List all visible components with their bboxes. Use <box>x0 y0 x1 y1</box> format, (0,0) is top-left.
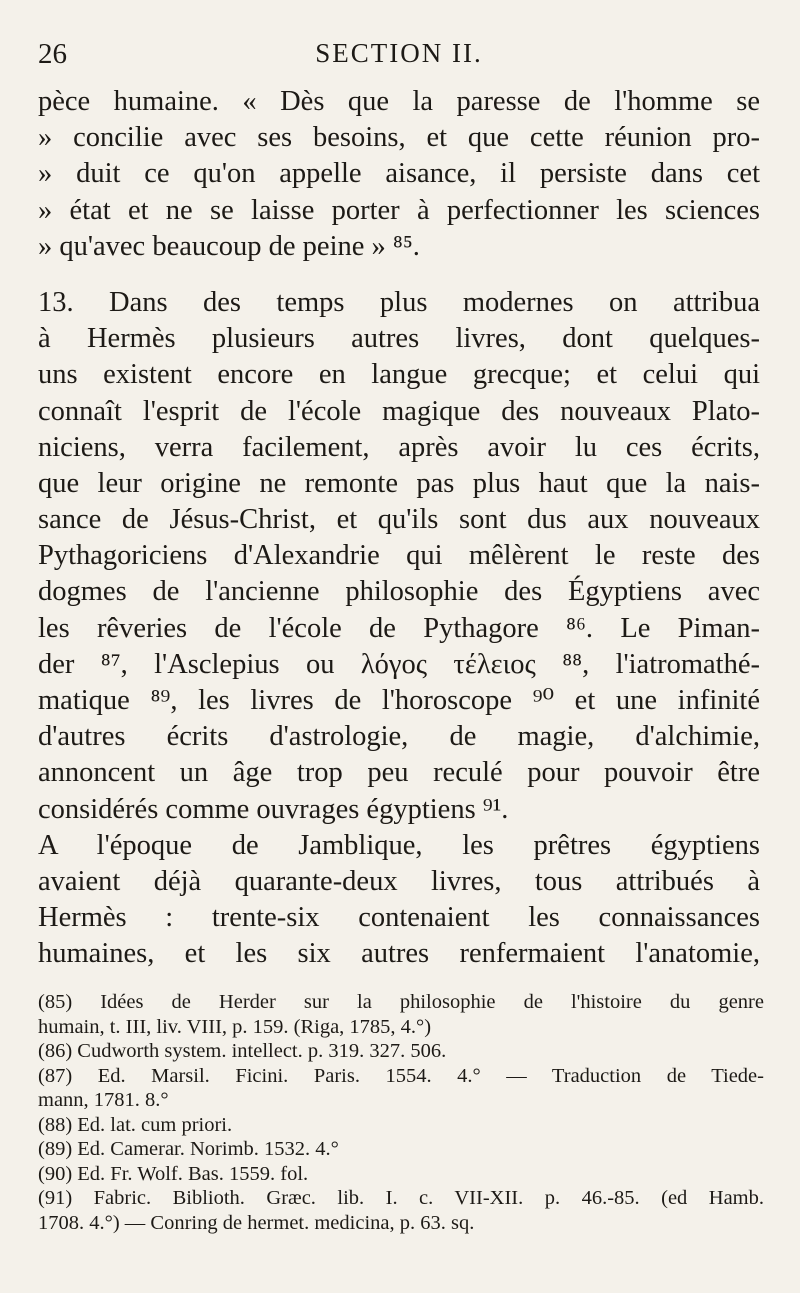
text-line: connaît l'esprit de l'école magique des nouveaux Plato- <box>38 395 760 427</box>
text-line: » qu'avec beaucoup de peine » ⁸⁵. <box>38 230 420 262</box>
text-line: A l'époque de Jamblique, les prêtres égyptiens <box>38 829 760 861</box>
text-line: Hermès : trente-six contenaient les connaissances <box>38 902 760 934</box>
text-line: 13. Dans des temps plus modernes on attribua <box>38 286 760 318</box>
text-line: sance de Jésus-Christ, et qu'ils sont dus aux nouveaux <box>38 504 760 536</box>
text-line: à Hermès plusieurs autres livres, dont quelques- <box>38 323 760 355</box>
text-line: Pythagoriciens d'Alexandrie qui mêlèrent le reste des <box>38 540 760 572</box>
text-line: que leur origine ne remonte pas plus haut que la nais- <box>38 467 760 499</box>
text-line: avaient déjà quarante-deux livres, tous attribués à <box>38 865 760 897</box>
text-line: annoncent un âge trop peu reculé pour pouvoir être <box>38 757 760 789</box>
footnote-line: (85) Idées de Herder sur la philosophie de l'histoire du genre <box>38 991 764 1013</box>
text-line: matique ⁸⁹, les livres de l'horoscope ⁹⁰ et une infinité <box>38 685 760 716</box>
footnote-line: (90) Ed. Fr. Wolf. Bas. 1559. fol. <box>38 1162 309 1185</box>
footnote-line: (87) Ed. Marsil. Ficini. Paris. 1554. 4.° — Traduction de Tiede- <box>38 1064 764 1087</box>
text-line: » concilie avec ses besoins, et que cette réunion pro- <box>38 122 760 154</box>
text-line: uns existent encore en langue grecque; et celui qui <box>38 359 760 391</box>
text-line: » duit ce qu'on appelle aisance, il persiste dans cet <box>38 158 760 190</box>
footnote-line: (89) Ed. Camerar. Norimb. 1532. 4.° <box>38 1138 339 1160</box>
footnote-line: (91) Fabric. Biblioth. Græc. lib. I. c. VII-XII. p. 46.-85. (ed Hamb. <box>38 1187 764 1209</box>
text-line: niciens, verra facilement, après avoir lu ces écrits, <box>38 431 760 463</box>
footnotes <box>38 990 764 1235</box>
section-title: SECTION II. <box>315 38 483 68</box>
footnote-line: (86) Cudworth system. intellect. p. 319. 327. 506. <box>38 1040 447 1062</box>
text-line: dogmes de l'ancienne philosophie des Égyptiens avec <box>38 576 760 608</box>
footnote-line: 1708. 4.°) — Conring de hermet. medicina, p. 63. sq. <box>38 1211 475 1234</box>
text-line: humaines, et les six autres renfermaient l'anatomie, <box>38 938 760 970</box>
paragraph-gap <box>38 265 760 285</box>
text-line: pèce humaine. « Dès que la paresse de l'homme se <box>38 86 760 117</box>
footnote-line: humain, t. III, liv. VIII, p. 159. (Riga, 1785, 4.°) <box>38 1015 432 1038</box>
text-line: der ⁸⁷, l'Asclepius ou λόγος τέλειος ⁸⁸, l'iatromathé- <box>38 648 760 680</box>
text-line: les rêveries de l'école de Pythagore ⁸⁶. Le Piman- <box>38 612 760 644</box>
footnote-line: (88) Ed. lat. cum priori. <box>38 1113 233 1136</box>
page-number: 26 <box>38 38 67 70</box>
main-text <box>38 84 760 973</box>
page-header <box>38 38 760 82</box>
footnote-line: mann, 1781. 8.° <box>38 1089 169 1111</box>
text-line: considérés comme ouvrages égyptiens ⁹¹. <box>38 793 509 825</box>
text-line: d'autres écrits d'astrologie, de magie, d'alchimie, <box>38 721 760 753</box>
text-line: » état et ne se laisse porter à perfectionner les sciences <box>38 194 760 226</box>
